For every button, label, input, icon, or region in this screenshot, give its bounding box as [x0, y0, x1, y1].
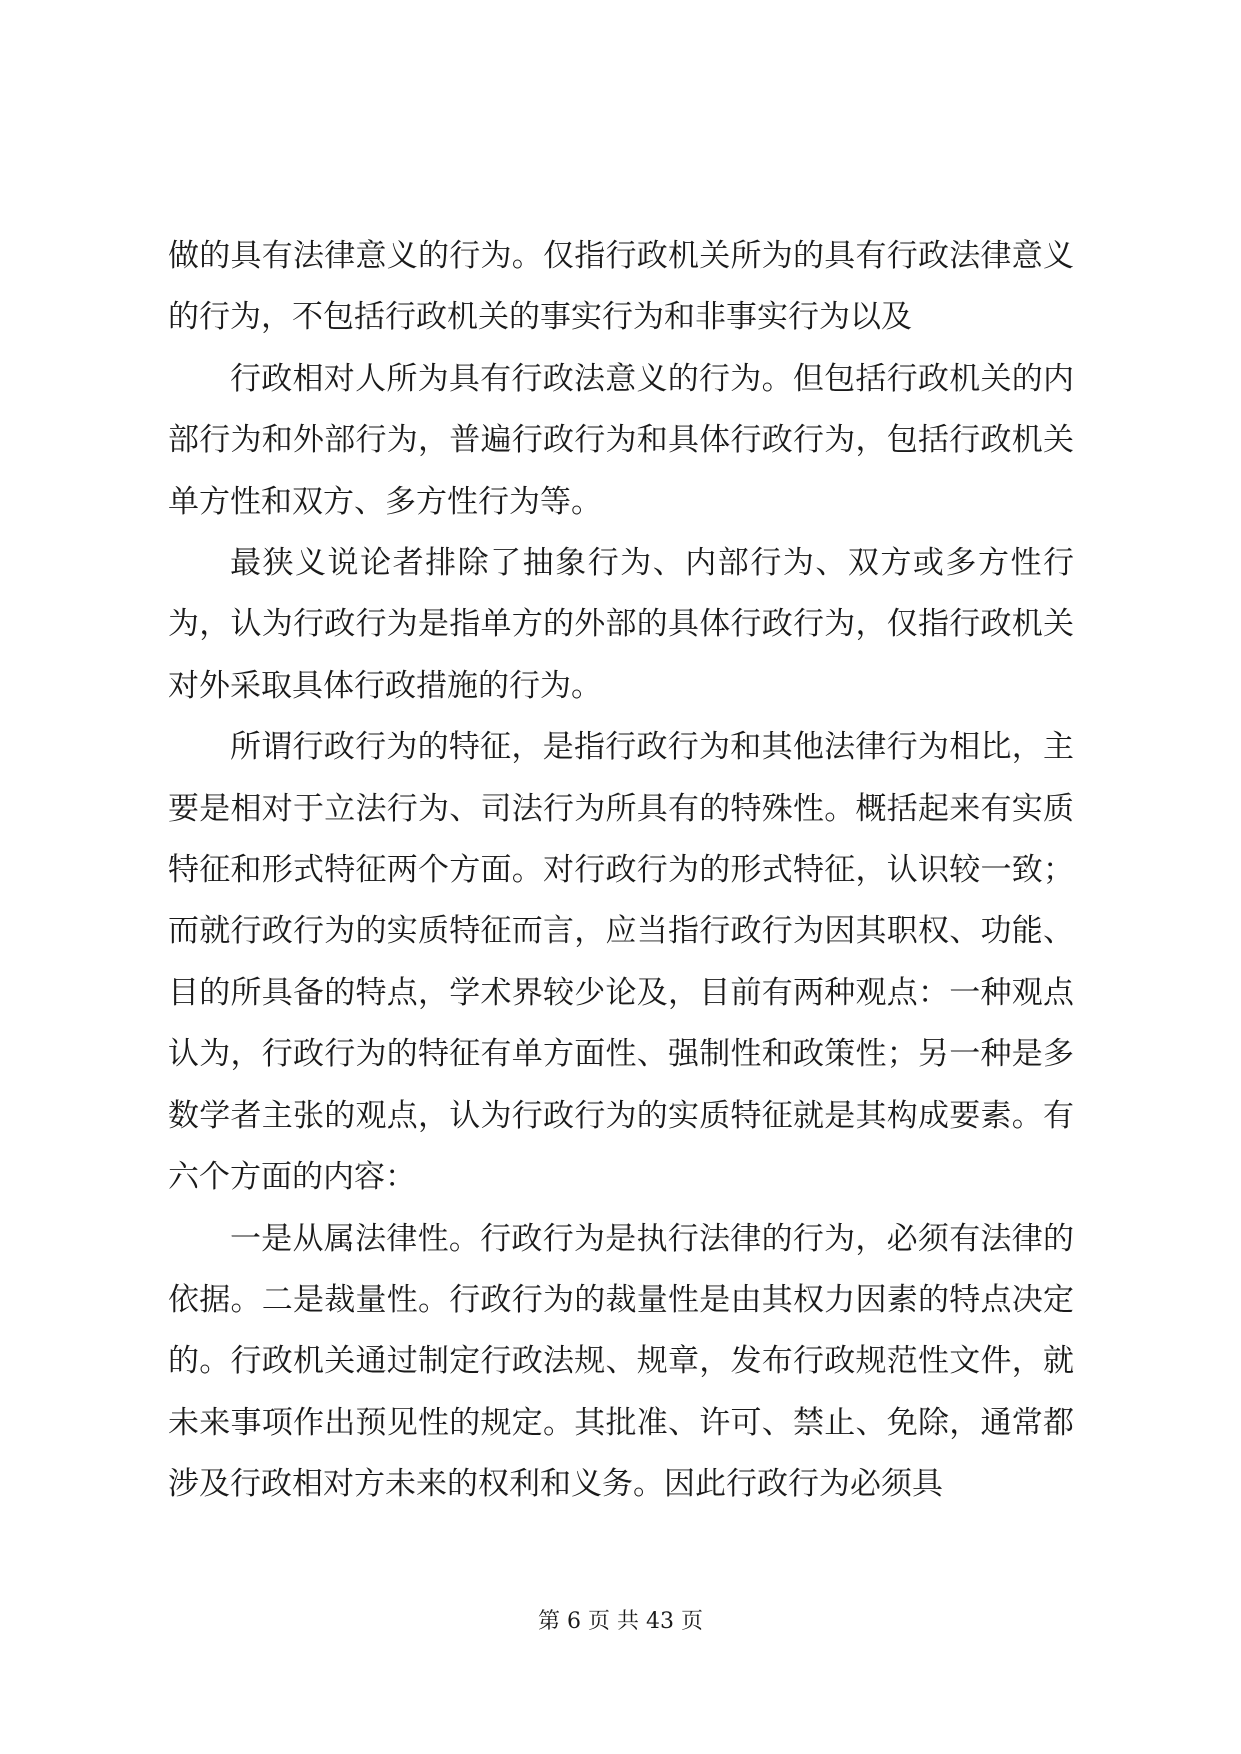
paragraph-2: 行政相对人所为具有行政法意义的行为。但包括行政机关的内部行为和外部行为，普遍行政行为和具体行政行为，包括行政机关单方性和双方、多方性行为等。: [168, 360, 1074, 520]
paragraph-1: 做的具有法律意义的行为。仅指行政机关所为的具有行政法律意义的行为，不包括行政机关的事实行为和非事实行为以及: [168, 238, 1074, 336]
paragraph-3: 最狭义说论者排除了抽象行为、内部行为、双方或多方性行为，认为行政行为是指单方的外部的具体行政行为，仅指行政机关对外采取具体行政措施的行为。: [168, 545, 1074, 704]
paragraph-4: 所谓行政行为的特征，是指行政行为和其他法律行为相比，主要是相对于立法行为、司法行为所具有的特殊性。概括起来有实质特征和形式特征两个方面。对行政行为的形式特征，认识较一致；而就行政行为的实质特征而言，应当指行政行为因其职权、功能、目的所具备的特点，学术界较少论及，目前有两种观点：一种观点认为，行政行为的特征有单方面性、强制性和政策性；另一种是多数学者主张的观点，认为行政行为的实质特征就是其构成要素。有六个方面的内容：: [168, 729, 1074, 1196]
paragraph-5: 一是从属法律性。行政行为是执行法律的行为，必须有法律的依据。二是裁量性。行政行为的裁量性是由其权力因素的特点决定的。行政机关通过制定行政法规、规章，发布行政规范性文件，就未来事项作出预见性的规定。其批准、许可、禁止、免除，通常都涉及行政相对方未来的权利和义务。因此行政行为必须具: [168, 1220, 1074, 1503]
document-body: [168, 226, 1074, 1516]
page-number-footer: 第 6 页 共 43 页: [538, 1609, 703, 1634]
